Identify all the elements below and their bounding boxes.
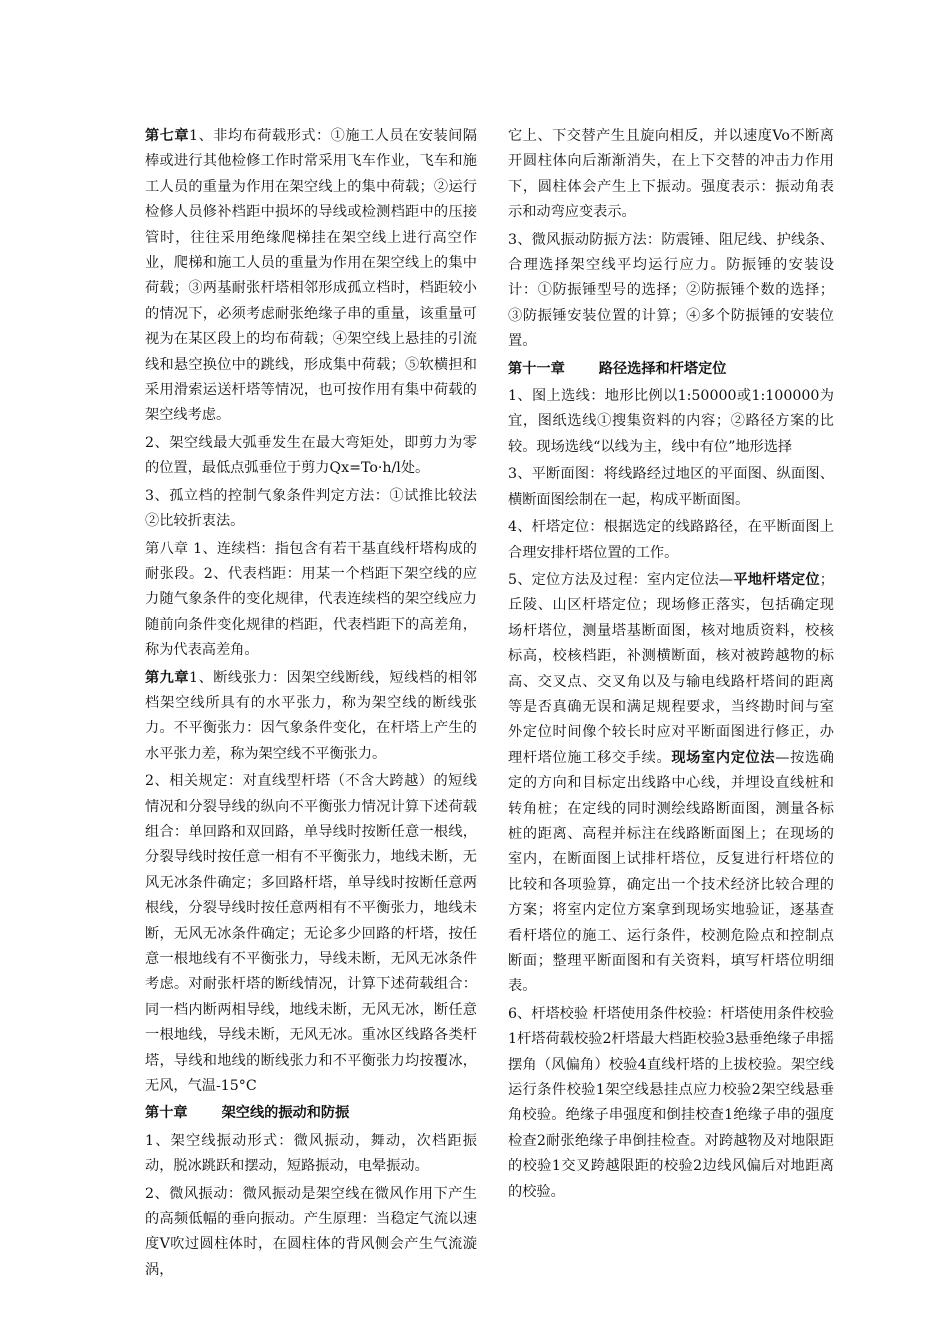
ch11-heading <box>508 357 834 382</box>
ch11-p5-bold-term-2: 现场室内定位法 <box>671 749 776 766</box>
ch10-title: 架空线的振动和防振 <box>221 1105 350 1122</box>
ch11-p5-part-c: ；丘陵、山区杆塔定位；现场修正落实，包括确定现场杆塔位，测量塔基断面图，核对地质资料，校核标高，校核档距，补测横断面，核对被跨越物的标高、交叉点、交叉角以及与输电线路杆塔间的距离等是否真确无误和满足规程要求，当终勘时间与室外定位时间像个较长时应对平断面图进行修正，办理杆塔位施工移交手续。 <box>508 571 834 766</box>
ch11-paragraph-5 <box>508 568 834 1000</box>
ch7-paragraph-3: 3、孤立档的控制气象条件判定方法：①试推比较法②比较折衷法。 <box>145 487 477 530</box>
ch10-paragraph-2-continued: 它上、下交替产生且旋向相反，并以速度Vo不断离开圆柱体向后渐渐消失，在上下交替的冲击力作用下，圆柱体会产生上下振动。强度表示：振动角表示和动弯应变表示。 <box>508 128 834 221</box>
ch11-p5-part-e: —按选确定的方向和目标定出线路中心线，并埋设直线桩和转角桩；在定线的同时测绘线路断面图，测量各标桩的距离、高程并标注在线路断面图上；在现场的室内，在断面图上试排杆塔位，反复进行杆塔位的比较和各项验算，确定出一个技术经济比较合理的方案；将室内定位方案拿到现场实地验证，逐基查看杆塔位的施工、运行条件，校测危险点和控制点断面；整理平断面图和有关资料，填写杆塔位明细表。 <box>508 749 834 995</box>
ch11-paragraph-4: 4、杆塔定位：根据选定的线路路径，在平断面图上合理安排杆塔位置的工作。 <box>508 519 834 561</box>
ch11-p5-bold-term-1: 平地杆塔定位 <box>733 571 820 588</box>
ch8-paragraph-1: 第八章 1、连续档：指包含有若干基直线杆塔构成的耐张段。2、代表档距：用某一个档距下架空线的应力随气象条件的变化规律，代表连续档的架空线应力随前向条件变化规律的档距，代表档距下的高差角，称为代表高差角。 <box>145 540 477 659</box>
ch11-label: 第十一章 <box>508 360 565 377</box>
ch7-text-1: 1、非均布荷载形式：①施工人员在安装间隔棒或进行其他检修工作时常采用飞车作业，飞车和施工人员的重量为作用在架空线上的集中荷载；②运行检修人员修补档距中损坏的导线或检测档距中的压接管时，往往采用绝缘爬梯挂在架空线上进行高空作业，爬梯和施工人员的重量为作用在架空线上的集中荷载；③两基耐张杆塔相邻形成孤立档时，档距较小的情况下，必须考虑耐张绝缘子串的重量，该重量可视为在某区段上的均布荷载；④架空线上悬挂的引流线和悬空换位中的跳线，形成集中荷载；⑤软横担和采用滑索运送杆塔等情况，也可按作用有集中荷载的架空线考虑。 <box>145 128 477 424</box>
ch7-label: 第七章 <box>145 128 190 144</box>
ch7-paragraph-2: 2、架空线最大弧垂发生在最大弯矩处，即剪力为零的位置，最低点弧垂位于剪力Qx=To·h/l处。 <box>145 434 477 477</box>
ch11-paragraph-3: 3、平断面图：将线路经过地区的平面图、纵面图、横断面图绘制在一起，构成平断面图。 <box>508 466 834 508</box>
ch10-paragraph-2: 2、微风振动：微风振动是架空线在微风作用下产生的高频低幅的垂向振动。产生原理：当稳定气流以速度V吹过圆柱体时，在圆柱体的背风侧会产生气流漩涡， <box>145 1185 477 1278</box>
ch7-paragraph-1 <box>145 124 477 429</box>
ch11-paragraph-6: 6、杆塔校验 杆塔使用条件校验：杆塔使用条件校验1杆塔荷载校验2杆塔最大档距校验3悬垂绝缘子串摇摆角（风偏角）校验4直线杆塔的上拔校验。架空线运行条件校验1架空线悬挂点应力校验2架空线悬垂角校验。绝缘子串强度和倒挂校查1绝缘子串的强度检查2耐张绝缘子串倒挂检查。对跨越物及对地限距的校验1交叉跨越限距的校验2边线风偏后对地距离的校验。 <box>508 1005 834 1200</box>
ch10-label: 第十章 <box>145 1105 188 1122</box>
left-column <box>145 124 477 1285</box>
ch10-paragraph-1: 1、架空线振动形式：微风振动，舞动，次档距振动，脱冰跳跃和摆动，短路振动，电晕振动。 <box>145 1132 477 1175</box>
ch10-paragraph-3: 3、微风振动防振方法：防震锤、阻尼线、护线条、合理选择架空线平均运行应力。防振锤的安装设计：①防振锤型号的选择；②防振锤个数的选择；③防振锤安装位置的计算；④多个防振锤的安装位置。 <box>508 231 834 350</box>
right-column <box>508 124 834 1207</box>
ch10-heading <box>145 1101 477 1126</box>
ch11-paragraph-1: 1、图上选线：地形比例以1:50000或1:100000为宜，图纸选线①搜集资料的内容；②路径方案的比较。现场选线“以线为主，线中有位”地形选择 <box>508 388 834 455</box>
ch11-p5-part-a: 5、定位方法及过程：室内定位法— <box>508 571 734 588</box>
ch9-label: 第九章 <box>145 669 190 686</box>
ch9-paragraph-2: 2、相关规定：对直线型杆塔（不含大跨越）的短线情况和分裂导线的纵向不平衡张力情况计算下述荷载组合：单回路和双回路，单导线时按断任意一根线，分裂导线时按任意一相有不平衡张力，地线未断，无风无冰条件确定；多回路杆塔，单导线时按断任意两根线，分裂导线时按任意两相有不平衡张力，地线未断，无风无冰条件确定；无论多少回路的杆塔，按任意一根地线有不平衡张力，导线未断，无风无冰条件考虑。对耐张杆塔的断线情况，计算下述荷载组合：同一档内断两相导线，地线未断，无风无冰，断任意一根地线，导线未断，无风无冰。重冰区线路各类杆塔，导线和地线的断线张力和不平衡张力均按覆冰，无风，气温-15°C <box>145 773 477 1095</box>
ch9-paragraph-1 <box>145 666 477 768</box>
ch9-text-1: 1、断线张力：因架空线断线，短线档的相邻档架空线所具有的水平张力，称为架空线的断线张力。不平衡张力：因气象条件变化，在杆塔上产生的水平张力差，称为架空线不平衡张力。 <box>145 669 477 762</box>
ch11-title: 路径选择和杆塔定位 <box>598 360 727 377</box>
